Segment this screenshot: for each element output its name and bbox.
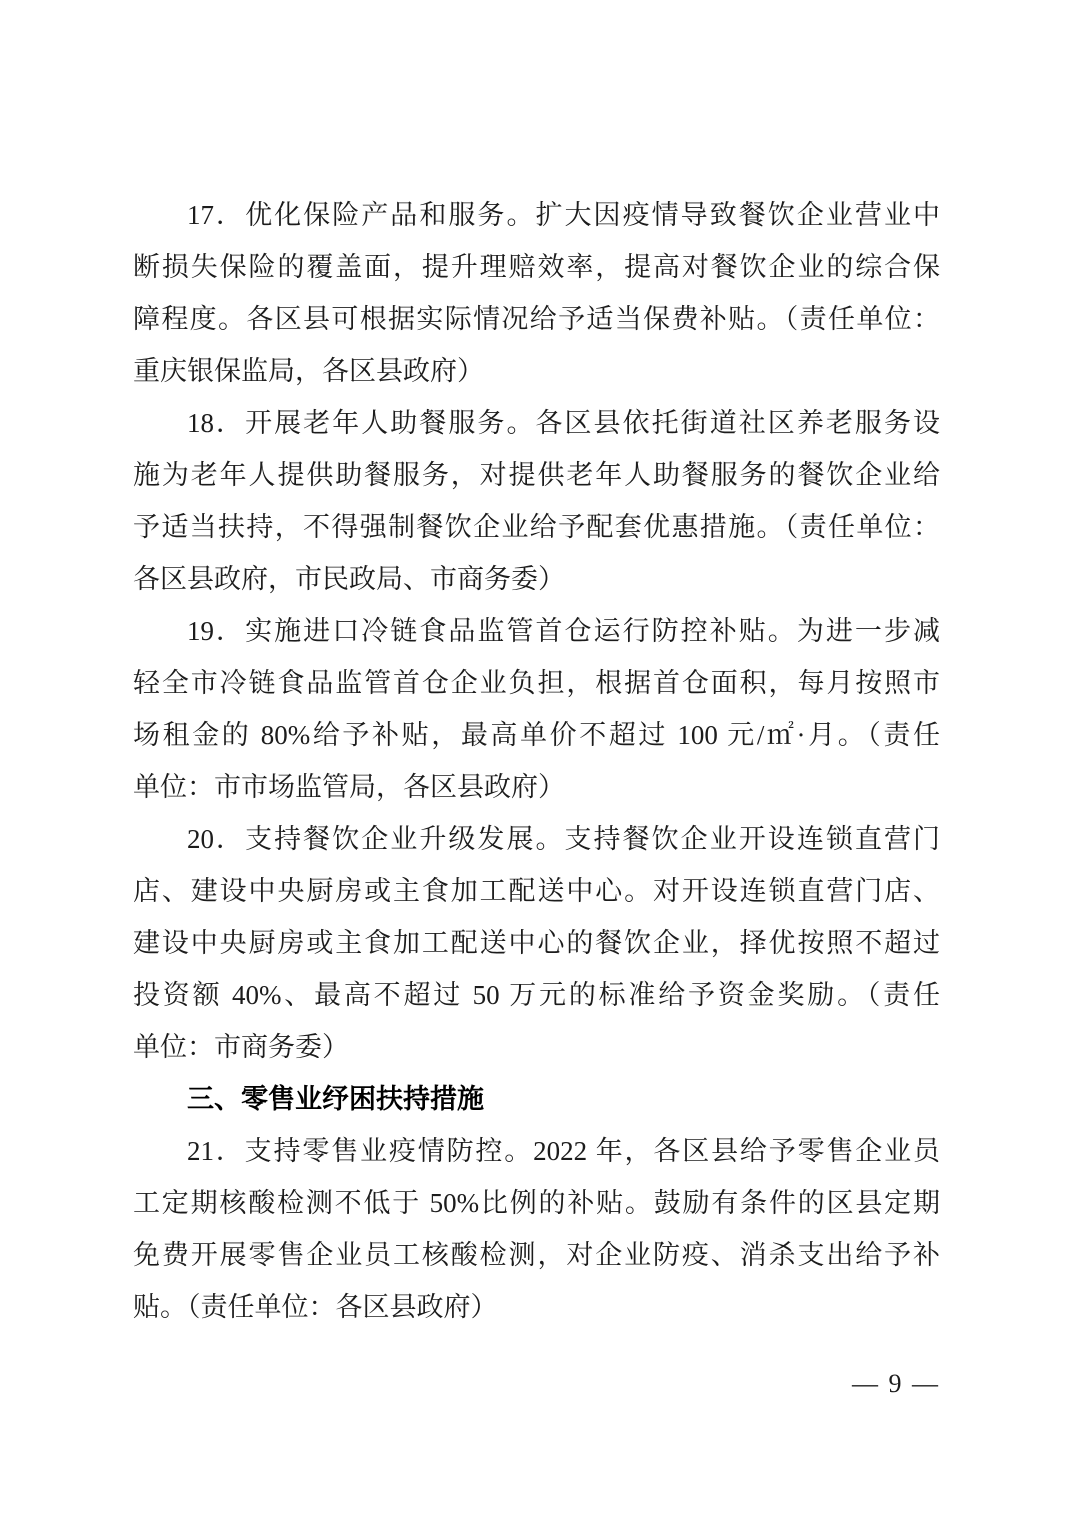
text-line: 障程度。各区县可根据实际情况给予适当保费补贴。（责任单位： (133, 304, 940, 334)
paragraph-item-17 (133, 189, 940, 397)
text-line: 工定期核酸检测不低于 50%比例的补贴。鼓励有条件的区县定期 (133, 1188, 940, 1218)
text-line: 予适当扶持，不得强制餐饮企业给予配套优惠措施。（责任单位： (133, 512, 940, 542)
text-line: 免费开展零售企业员工核酸检测，对企业防疫、消杀支出给予补 (133, 1240, 940, 1270)
text-line: 施为老年人提供助餐服务，对提供老年人助餐服务的餐饮企业给 (133, 460, 940, 490)
text-line: 单位：市商务委） (133, 1032, 349, 1062)
section-heading-retail (133, 1073, 940, 1125)
text-line: 轻全市冷链食品监管首仓企业负担，根据首仓面积，每月按照市 (133, 668, 940, 698)
text-line: 贴。（责任单位：各区县政府） (133, 1292, 498, 1322)
text-line: 21．支持零售业疫情防控。2022 年，各区县给予零售企业员 (187, 1136, 940, 1166)
page-number: — 9 — (852, 1369, 940, 1398)
paragraph-item-18 (133, 397, 940, 605)
text-line: 单位：市市场监管局，各区县政府） (133, 772, 565, 802)
text-line: 20．支持餐饮企业升级发展。支持餐饮企业开设连锁直营门 (187, 824, 940, 854)
paragraph-item-20 (133, 813, 940, 1073)
text-line: 三、零售业纾困扶持措施 (187, 1084, 484, 1114)
text-line: 18．开展老年人助餐服务。各区县依托街道社区养老服务设 (187, 408, 940, 438)
paragraph-item-21 (133, 1125, 940, 1333)
text-line: 店、建设中央厨房或主食加工配送中心。对开设连锁直营门店、 (133, 876, 940, 906)
text-line: 断损失保险的覆盖面，提升理赔效率，提高对餐饮企业的综合保 (133, 252, 940, 282)
text-line: 17．优化保险产品和服务。扩大因疫情导致餐饮企业营业中 (187, 200, 940, 230)
paragraph-item-19 (133, 605, 940, 813)
text-line: 各区县政府，市民政局、市商务委） (133, 564, 565, 594)
text-line: 重庆银保监局，各区县政府） (133, 356, 484, 386)
text-line: 建设中央厨房或主食加工配送中心的餐饮企业，择优按照不超过 (133, 928, 940, 958)
text-line: 投资额 40%、最高不超过 50 万元的标准给予资金奖励。（责任 (133, 980, 940, 1010)
document-body (133, 189, 940, 1333)
text-line: 场租金的 80%给予补贴，最高单价不超过 100 元/㎡·月。（责任 (133, 720, 940, 750)
text-line: 19．实施进口冷链食品监管首仓运行防控补贴。为进一步减 (187, 616, 940, 646)
